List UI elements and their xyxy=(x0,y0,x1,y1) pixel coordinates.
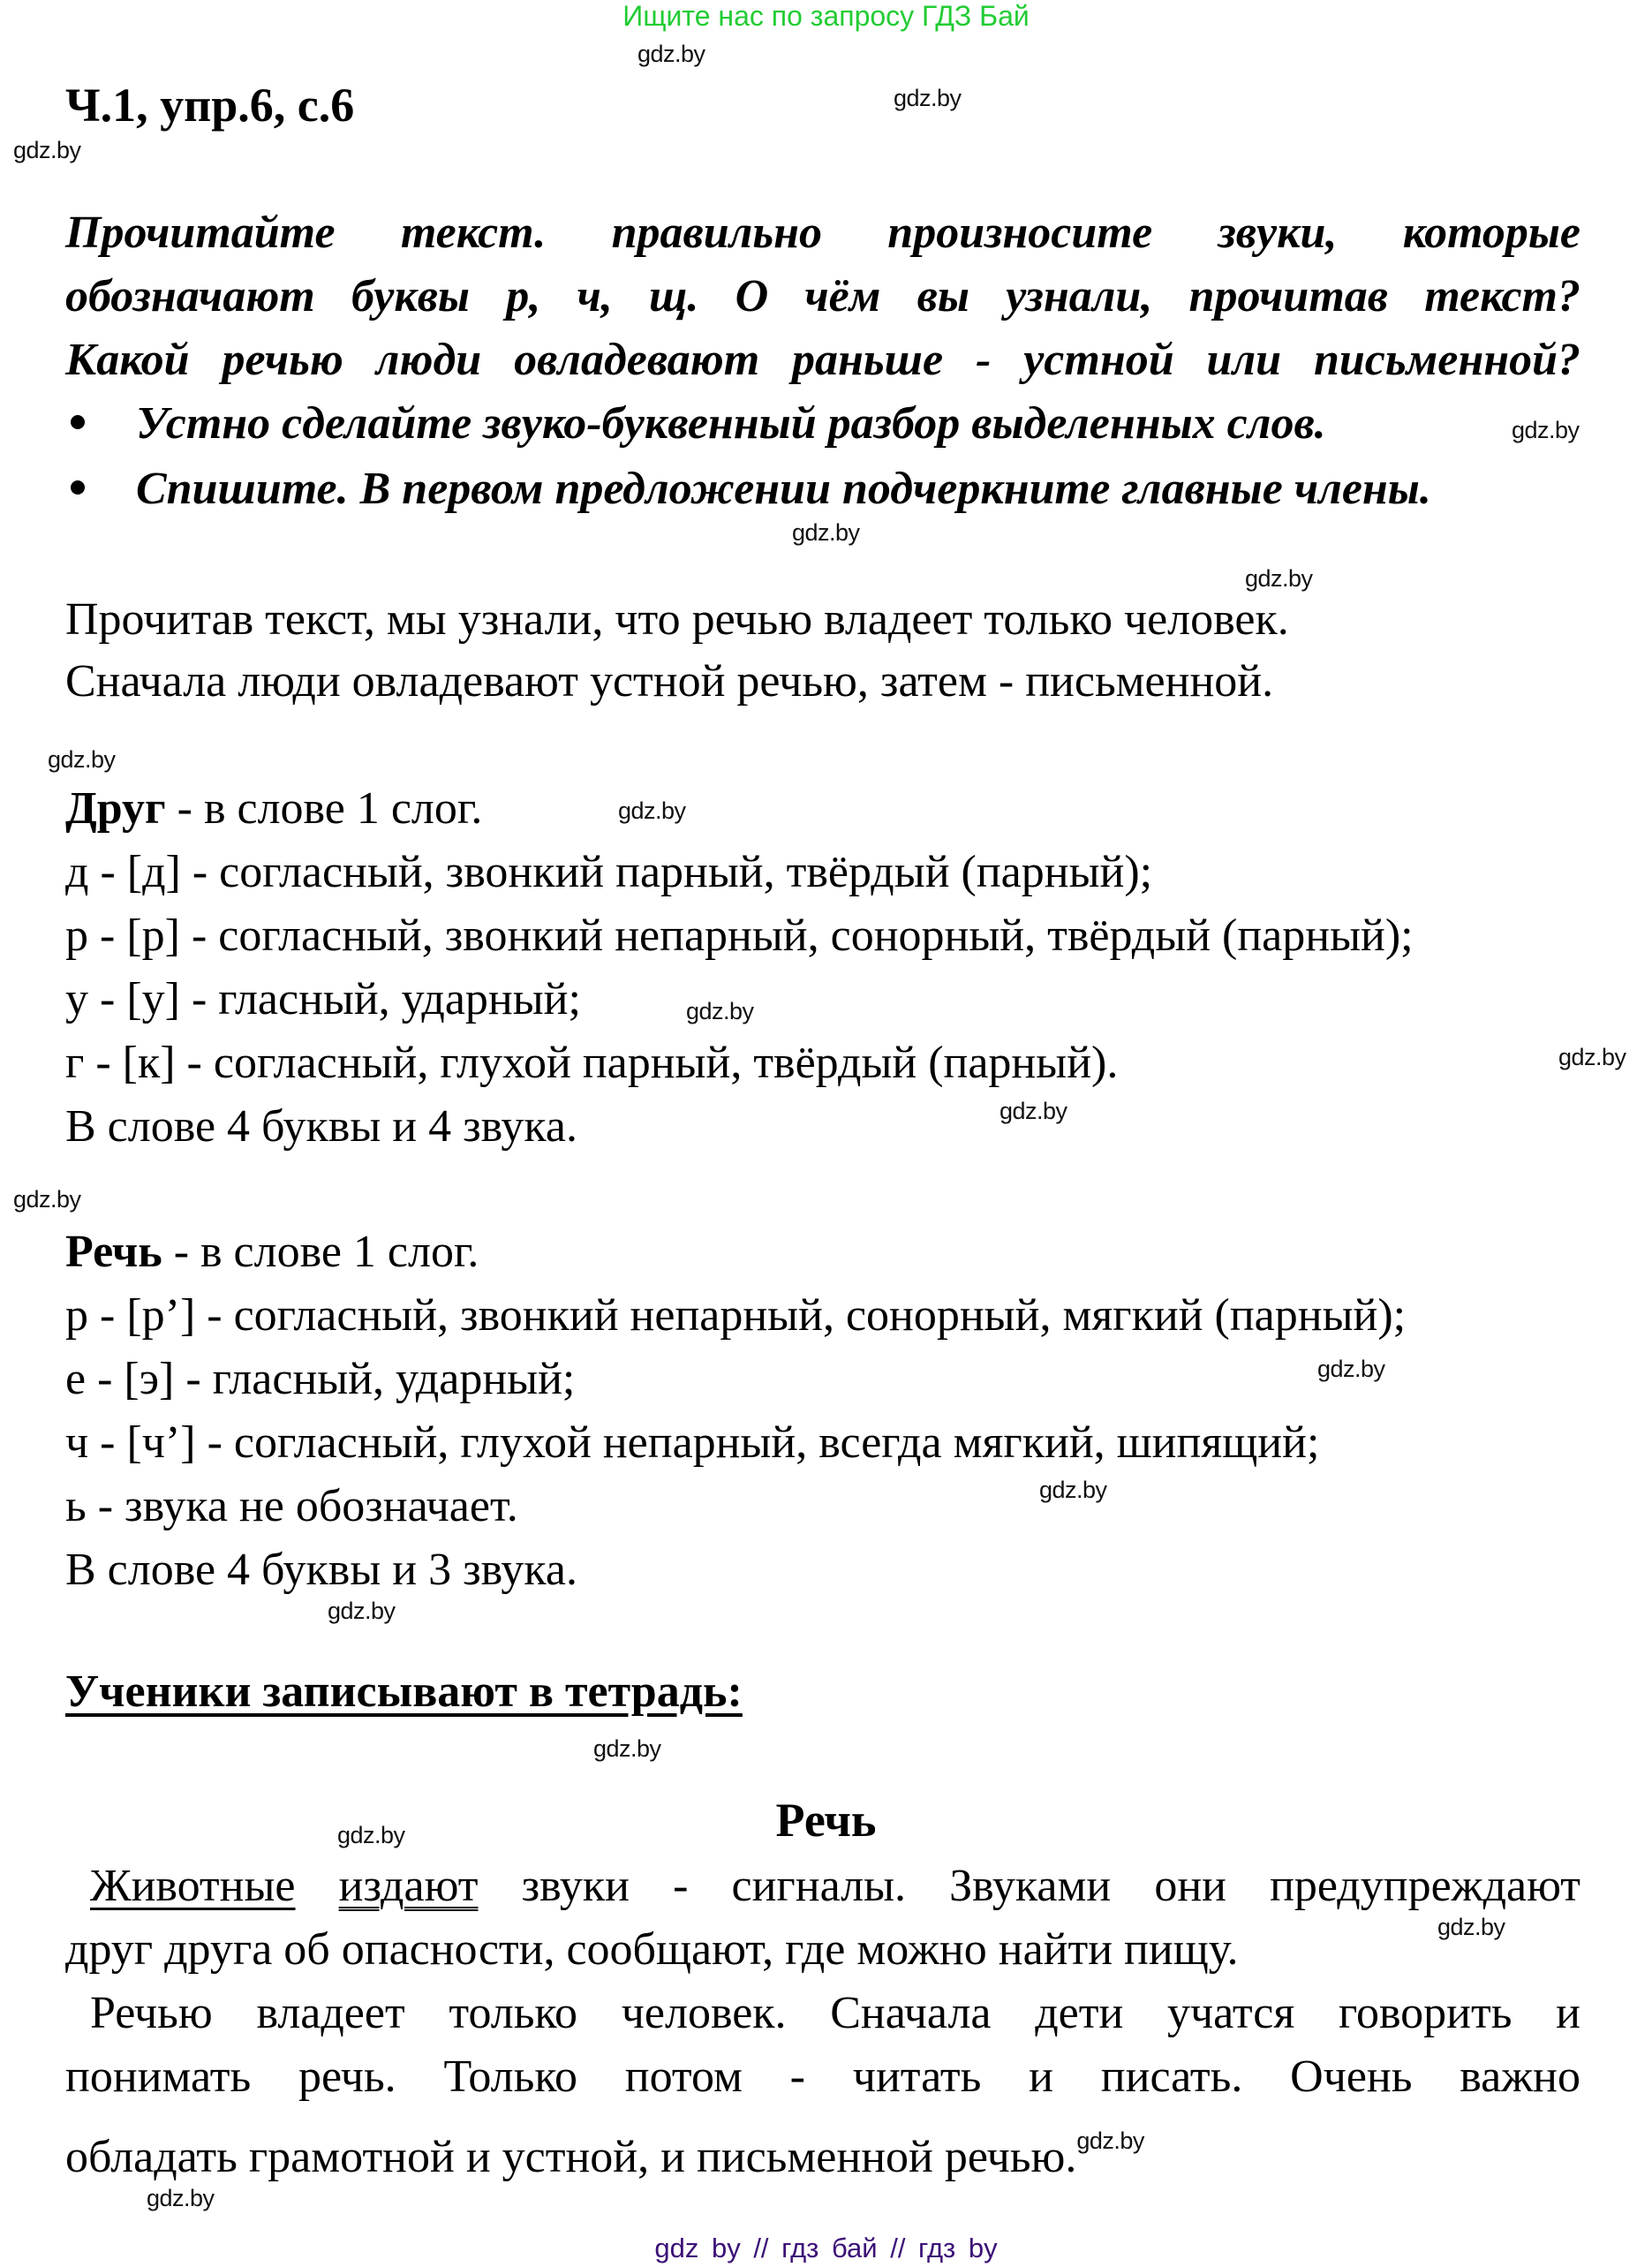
analysis-summary: В слове 4 буквы и 3 звука. xyxy=(65,1545,577,1595)
paragraph-line: понимать речь. Только потом - читать и писать. Очень важно xyxy=(65,2052,1580,2102)
bullet-text: Устно сделайте звуко-буквенный разбор выделенных слов. xyxy=(136,398,1326,449)
watermark: gdz.by xyxy=(1437,1914,1505,1940)
watermark: gdz.by xyxy=(13,1186,81,1213)
subject-word: Животные xyxy=(90,1861,296,1911)
bullet-text: Спишите. В первом предложении подчеркните главные члены. xyxy=(136,464,1431,514)
text-title: Речь xyxy=(775,1794,877,1847)
instruction-line: Какой речью люди овладевают раньше - устной или письменной? xyxy=(65,335,1580,385)
bullet-icon xyxy=(71,480,85,495)
watermark: gdz.by xyxy=(894,85,962,111)
letter-analysis: е - [э] - гласный, ударный; xyxy=(65,1354,576,1404)
watermark: gdz.by xyxy=(792,519,860,546)
analysis-summary: В слове 4 буквы и 4 звука. xyxy=(65,1101,577,1152)
paragraph-line xyxy=(65,2109,1580,2189)
watermark: gdz.by xyxy=(328,1598,396,1624)
watermark: gdz.by xyxy=(13,137,81,163)
predicate-word: издают xyxy=(338,1861,479,1911)
watermark: gdz.by xyxy=(337,1822,405,1848)
watermark: gdz.by xyxy=(147,2185,215,2211)
paragraph-2 xyxy=(65,1982,1580,2189)
letter-analysis: г - [к] - согласный, глухой парный, твёрдый (парный). xyxy=(65,1038,1119,1088)
notebook-heading: Ученики записывают в тетрадь: xyxy=(65,1666,743,1717)
watermark: gdz.by xyxy=(999,1098,1067,1124)
paragraph-text: обладать грамотной и устной, и письменной речью. xyxy=(65,2132,1077,2182)
watermark: gdz.by xyxy=(593,1735,661,1762)
watermark: gdz.by xyxy=(1245,565,1313,592)
letter-analysis: р - [р] - согласный, звонкий непарный, сонорный, твёрдый (парный); xyxy=(65,911,1414,961)
instruction-line: Прочитайте текст. правильно произносите звуки, которые xyxy=(65,208,1580,258)
analyzed-word: Речь xyxy=(65,1227,162,1277)
watermark: gdz.by xyxy=(618,797,686,824)
word-analysis-header xyxy=(65,1220,479,1284)
watermark: gdz.by xyxy=(1076,2127,1144,2154)
paragraph-line: Речью владеет только человек. Сначала дети учатся говорить и xyxy=(90,1988,1580,2038)
paragraph-line: друг друга об опасности, сообщают, где можно найти пищу. xyxy=(65,1924,1239,1975)
letter-analysis: д - [д] - согласный, звонкий парный, твёрдый (парный); xyxy=(65,847,1153,897)
analyzed-word: Друг xyxy=(65,783,166,834)
watermark: gdz.by xyxy=(1512,417,1580,443)
word-analysis-header xyxy=(65,777,482,841)
syllable-count: - в слове 1 слог. xyxy=(165,783,483,834)
watermark: gdz.by xyxy=(637,41,705,67)
watermark: gdz.by xyxy=(1317,1356,1385,1382)
instruction-bullet xyxy=(65,457,1584,521)
search-banner: Ищите нас по запросу ГДЗ Бай xyxy=(622,0,1030,32)
watermark: gdz.by xyxy=(48,746,116,773)
instruction-bullet xyxy=(65,392,1584,456)
exercise-title: Ч.1, упр.6, с.6 xyxy=(65,79,355,132)
answer-line: Сначала люди овладевают устной речью, затем - письменной. xyxy=(65,656,1274,707)
paragraph-1 xyxy=(65,1855,1580,1982)
watermark: gdz.by xyxy=(686,998,754,1024)
watermark: gdz.by xyxy=(1558,1044,1626,1070)
footer-links: gdz by // гдз бай // гдз by xyxy=(654,2233,998,2263)
paragraph-text: звуки - сигналы. Звуками они предупреждают xyxy=(521,1861,1581,1911)
letter-analysis: у - [у] - гласный, ударный; xyxy=(65,974,581,1024)
instructions xyxy=(65,201,1580,392)
letter-analysis: ч - [ч’] - согласный, глухой непарный, всегда мягкий, шипящий; xyxy=(65,1417,1320,1468)
watermark: gdz.by xyxy=(1039,1477,1107,1503)
bullet-icon xyxy=(71,415,85,429)
letter-analysis: р - [р’] - согласный, звонкий непарный, сонорный, мягкий (парный); xyxy=(65,1290,1407,1341)
letter-analysis: ь - звука не обозначает. xyxy=(65,1481,518,1531)
answer-line: Прочитав текст, мы узнали, что речью владеет только человек. xyxy=(65,594,1289,645)
instruction-line: обозначают буквы р, ч, щ. О чём вы узнали, прочитав текст? xyxy=(65,271,1580,321)
syllable-count: - в слове 1 слог. xyxy=(162,1227,479,1277)
paragraph-line xyxy=(65,1855,1580,1918)
